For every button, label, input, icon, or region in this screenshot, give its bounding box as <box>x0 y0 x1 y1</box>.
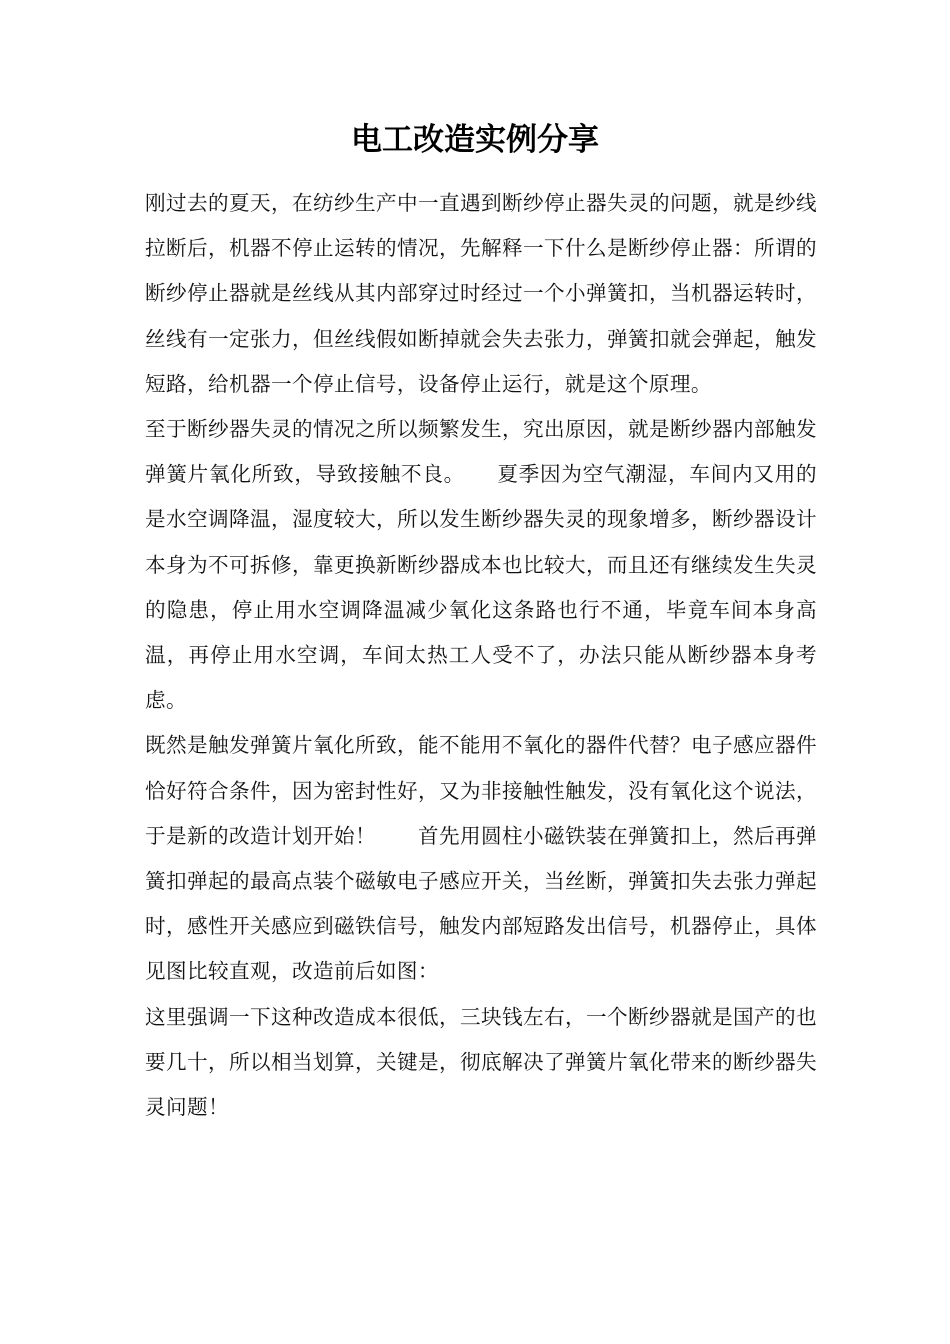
document-title: 电工改造实例分享 <box>351 122 599 158</box>
paragraph-4: 这里强调一下这种改造成本很低，三块钱左右，一个断纱器就是国产的也要几十，所以相当划算，关键是，彻底解决了弹簧片氧化带来的断纱器失灵问题！ <box>145 1004 817 1120</box>
paragraph-3: 既然是触发弹簧片氧化所致，能不能用不氧化的器件代替？电子感应器件恰好符合条件，因为密封性好，又为非接触性触发，没有氧化这个说法，于是新的改造计划开始！ 首先用圆柱小磁铁装在弹簧扣上，然后再弹簧扣弹起的最高点装个磁敏电子感应开关，当丝断，弹簧扣失去张力弹起时，感性开关感应到磁铁信号，触发内部短路发出信号，机器停止，具体见图比较直观，改造前后如图： <box>145 733 817 984</box>
document-body <box>145 181 817 1130</box>
paragraph-1: 刚过去的夏天，在纺纱生产中一直遇到断纱停止器失灵的问题，就是纱线拉断后，机器不停止运转的情况，先解释一下什么是断纱停止器：所谓的断纱停止器就是丝线从其内部穿过时经过一个小弹簧扣，当机器运转时，丝线有一定张力，但丝线假如断掉就会失去张力，弹簧扣就会弹起，触发短路，给机器一个停止信号，设备停止运行，就是这个原理。 <box>145 191 817 396</box>
paragraph-2: 至于断纱器失灵的情况之所以频繁发生，究出原因，就是断纱器内部触发弹簧片氧化所致，导致接触不良。 夏季因为空气潮湿，车间内又用的是水空调降温，湿度较大，所以发生断纱器失灵的现象增多，断纱器设计本身为不可拆修，靠更换新断纱器成本也比较大，而且还有继续发生失灵的隐患，停止用水空调降温减少氧化这条路也行不通，毕竟车间本身高温，再停止用水空调，车间太热工人受不了，办法只能从断纱器本身考虑。 <box>145 417 817 713</box>
